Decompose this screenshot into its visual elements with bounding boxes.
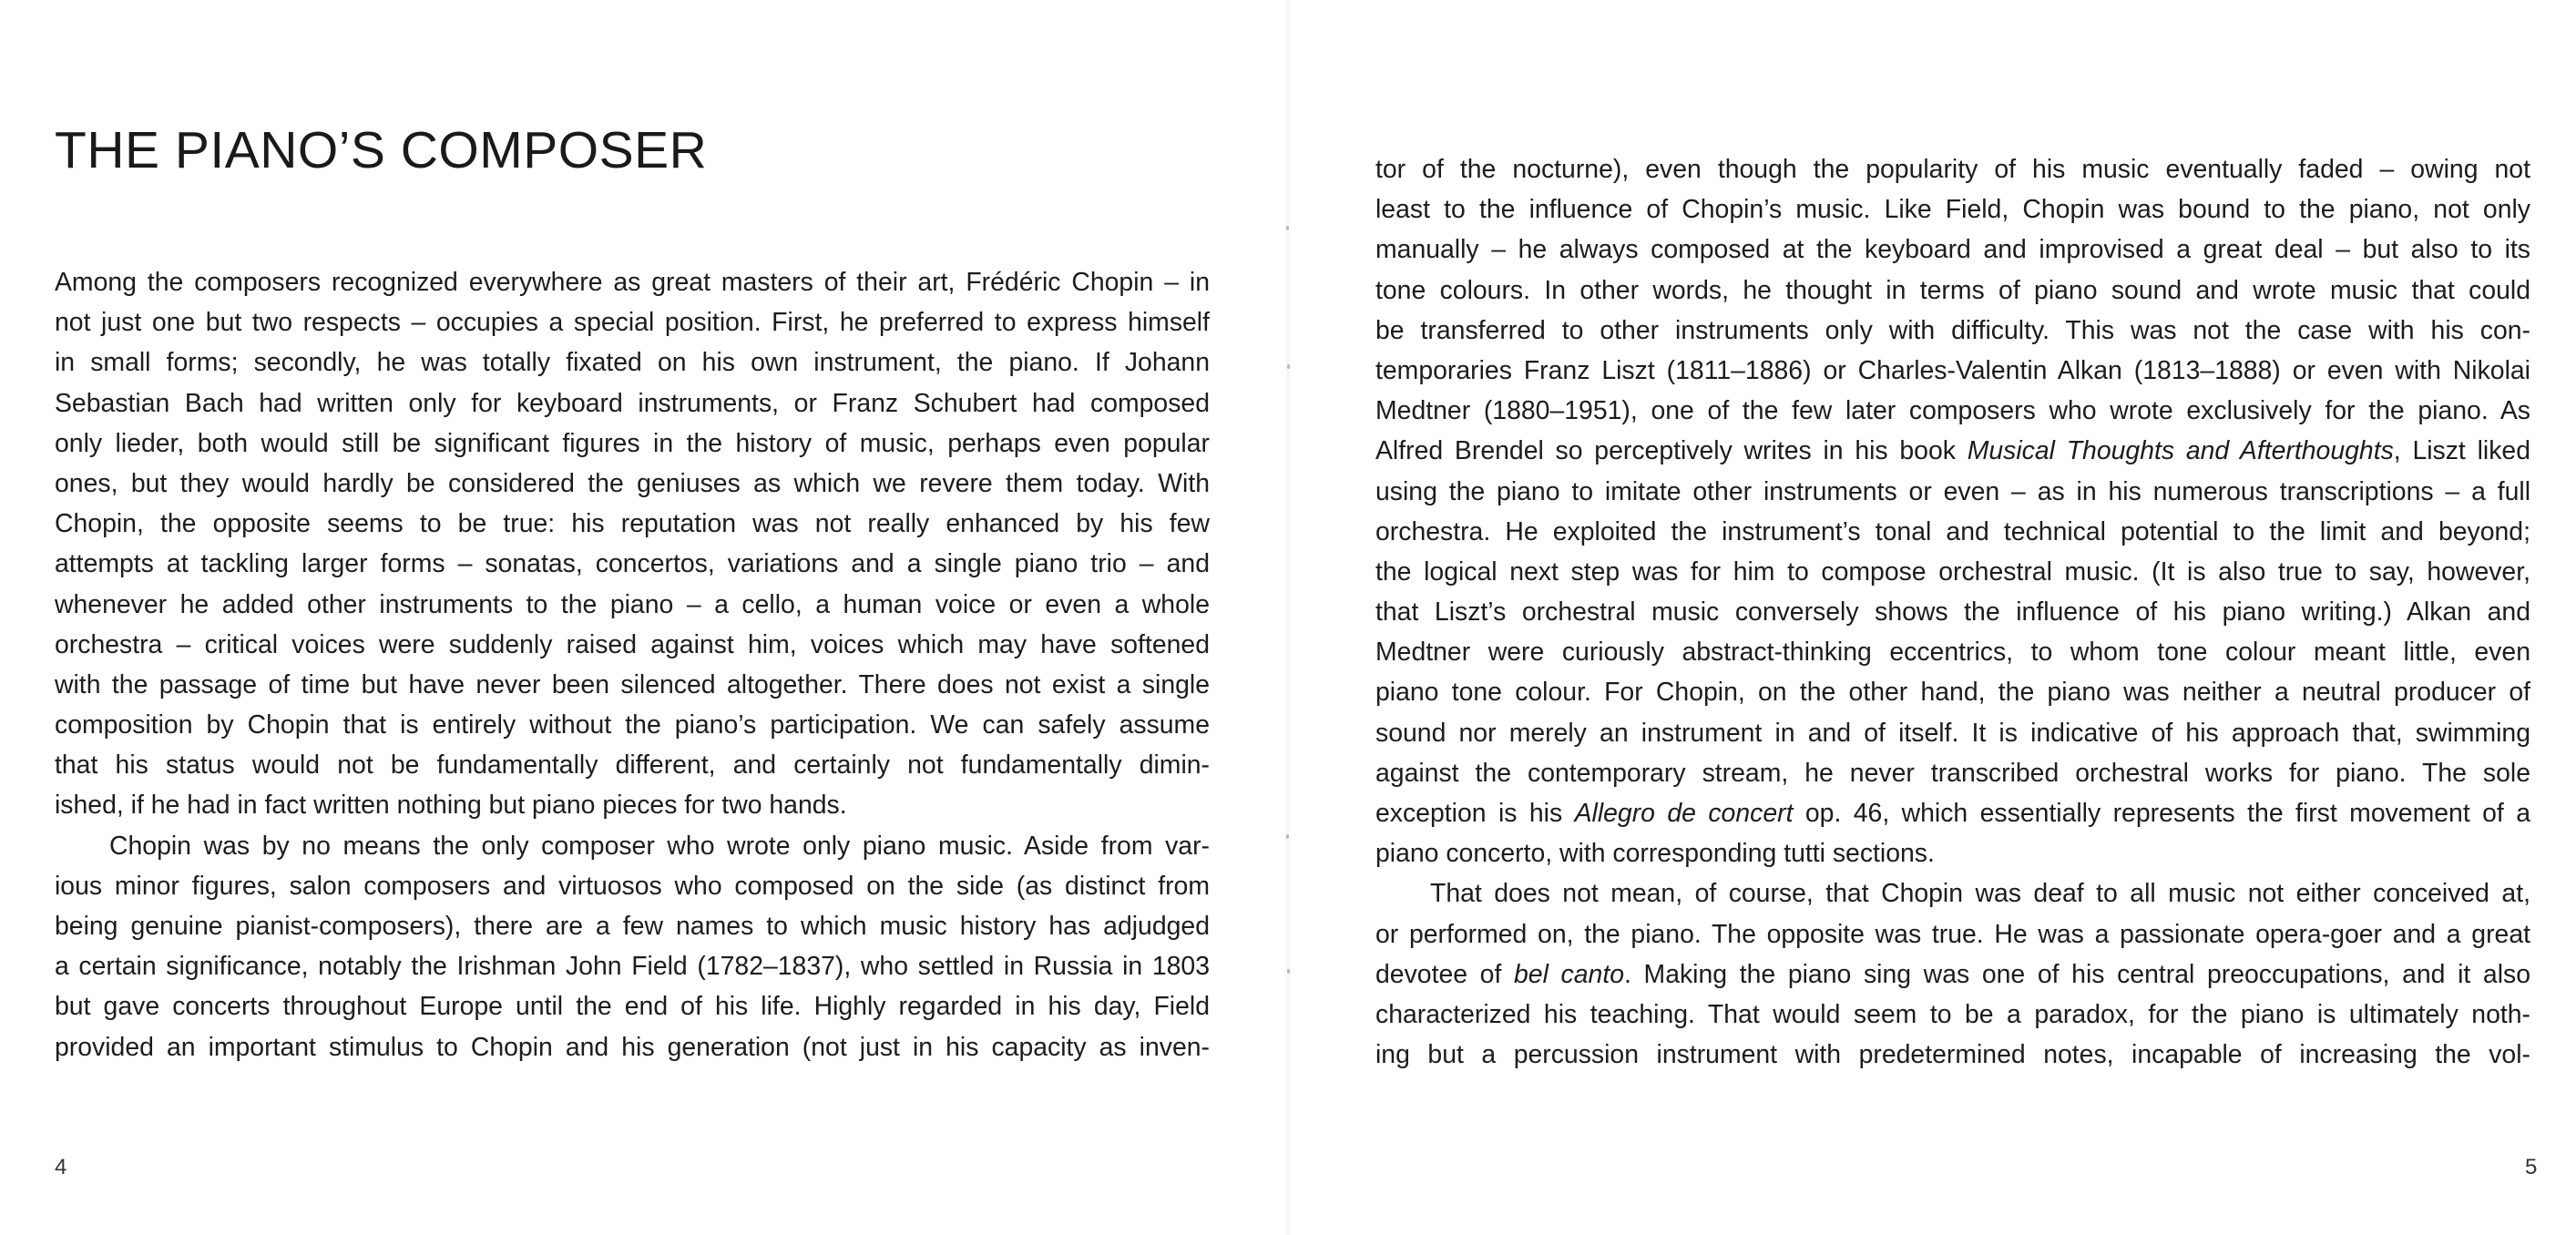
text-line: Medtner were curiously abstract-thinking eccentrics, to whom tone colour meant little, even [1375,638,2530,668]
text-line: manually – he always composed at the keyboard and improvised a great deal – but also to its [1375,235,2530,265]
text-line: that his status would not be fundamentally different, and certainly not fundamentally dimin- [55,750,1210,781]
text-line: piano tone colour. For Chopin, on the other hand, the piano was neither a neutral producer of [1375,678,2530,708]
text-run: exception is his [1375,799,1575,828]
text-line: only lieder, both would still be significant figures in the history of music, perhaps even popular [55,428,1210,458]
text-line: be transferred to other instruments only with difficulty. This was not the case with his con- [1375,315,2530,345]
text-line: attempts at tackling larger forms – sonatas, concertos, variations and a single piano trio – and [55,549,1210,579]
text-line: tor of the nocturne), even though the popularity of his music eventually faded – owing not [1375,155,2530,184]
text-line: composition by Chopin that is entirely without the piano’s participation. We can safely assume [55,710,1210,740]
text-line: using the piano to imitate other instruments or even – as in his numerous transcriptions – a full [1375,476,2530,506]
text-line: a certain significance, notably the Irishman John Field (1782–1837), who settled in Russia in 1803 [55,952,1210,982]
text-line: sound nor merely an instrument in and of itself. It is indicative of his approach that, swimming [1375,718,2530,748]
text-line: Chopin, the opposite seems to be true: his reputation was not really enhanced by his few [55,509,1210,539]
text-line-with-italic [1375,793,2530,833]
term-italic: bel canto [1514,959,1625,989]
text-line: but gave concerts throughout Europe until the end of his life. Highly regarded in his day, Field [55,992,1210,1022]
text-line: that Liszt’s orchestral music conversely shows the influence of his piano writing.) Alkan and [1375,597,2530,628]
text-line: Chopin was by no means the only composer who wrote only piano music. Aside from var- [109,831,1210,861]
left-body-text [55,262,1210,1067]
text-line: provided an important stimulus to Chopin and his generation (not just in his capacity as inven- [55,1032,1210,1062]
text-run: Alfred Brendel so perceptively writes in his book [1375,436,1968,466]
book-title-italic: Musical Thoughts and Afterthoughts [1967,436,2394,466]
text-line: characterized his teaching. That would seem to be a paradox, for the piano is ultimately noth- [1375,999,2530,1029]
text-line: being genuine pianist-composers), there are a few names to which music history has adjudged [55,912,1210,941]
text-line: temporaries Franz Liszt (1811–1886) or Charles-Valentin Alkan (1813–1888) or even with Nikolai [1375,355,2530,385]
text-line: piano concerto, with corresponding tutti sections. [1375,839,1935,869]
text-line: the logical next step was for him to compose orchestral music. (It is also true to say, however, [1375,556,2530,587]
work-title-italic: Allegro de concert [1574,799,1794,828]
text-line: ones, but they would hardly be considered the geniuses as which we revere them today. With [55,468,1210,498]
text-run: devotee of [1375,959,1515,989]
text-line: Sebastian Bach had written only for keyboard instruments, or Franz Schubert had composed [55,388,1210,418]
text-line: not just one but two respects – occupies a special position. First, he preferred to express himself [55,308,1210,338]
text-line: against the contemporary stream, he never transcribed orchestral works for piano. The sole [1375,758,2530,788]
text-line: ing but a percussion instrument with predetermined notes, incapable of increasing the vol- [1375,1040,2530,1070]
right-page [1288,0,2576,1235]
right-body-text [1375,149,2530,1075]
page-number-left: 4 [55,1155,67,1179]
text-line: ious minor figures, salon composers and virtuosos who composed on the side (as distinct from [55,871,1210,901]
text-line-with-italic [1375,954,2530,995]
text-line: least to the influence of Chopin’s music. Like Field, Chopin was bound to the piano, not only [1375,195,2530,225]
text-line: ished, if he had in fact written nothing but piano pieces for two hands. [55,791,847,821]
page-number-right: 5 [2525,1155,2538,1179]
text-line: orchestra. He exploited the instrument’s tonal and technical potential to the limit and beyond; [1375,516,2530,546]
page-title: THE PIANO’S COMPOSER [55,121,708,179]
text-line: or performed on, the piano. The opposite was true. He was a passionate opera-goer and a great [1375,919,2530,949]
text-line: whenever he added other instruments to the piano – a cello, a human voice or even a whole [55,589,1210,619]
text-line: orchestra – critical voices were suddenly raised against him, voices which may have softened [55,629,1210,659]
text-line: tone colours. In other words, he thought in terms of piano sound and wrote music that could [1375,275,2530,305]
text-line: with the passage of time but have never been silenced altogether. There does not exist a single [55,669,1210,699]
text-line: in small forms; secondly, he was totally fixated on his own instrument, the piano. If Johann [55,348,1210,378]
text-run: , Liszt liked [2393,436,2530,466]
text-line: Among the composers recognized everywhere as great masters of their art, Frédéric Chopin – in [55,268,1210,297]
text-line-with-italic [1375,431,2530,471]
text-line: Medtner (1880–1951), one of the few later composers who wrote exclusively for the piano. As [1375,396,2530,426]
text-run: op. 46, which essentially represents the first movement of a [1793,799,2530,828]
text-line: That does not mean, of course, that Chopin was deaf to all music not either conceived at, [1430,879,2530,909]
text-run: . Making the piano sing was one of his central preoccupations, and it also [1624,959,2530,989]
